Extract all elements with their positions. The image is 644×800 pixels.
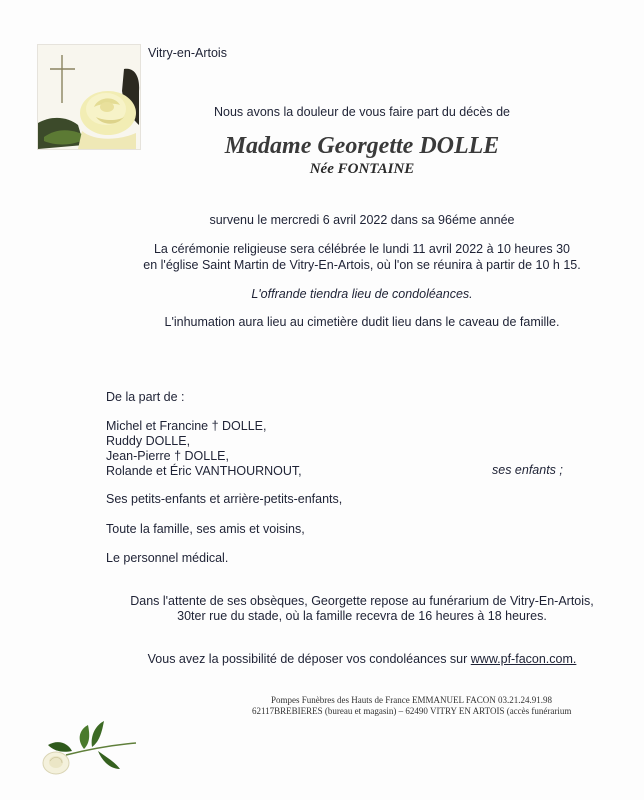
child-line: Michel et Francine † DOLLE, [106,419,267,433]
ceremony-line-1: La cérémonie religieuse sera célébrée le lundi 11 avril 2022 à 10 heures 30 [153,242,570,256]
footer-line-1: Pompes Funèbres des Hauts de France EMMANUEL FACON 03.21.24.91.98 [271,695,552,705]
footer-line-2: 62117BREBIERES (bureau et magasin) – 62490 VITRY EN ARTOIS (accès funérarium [252,706,572,716]
child-line: Rolande et Éric VANTHOURNOUT, [106,464,302,478]
maiden-name: Née FONTAINE [309,161,415,177]
intro-text: Nous avons la douleur de vous faire part du décès de [213,105,511,119]
deceased-name: Madame Georgette DOLLE [224,133,500,159]
medical-staff-line: Le personnel médical. [106,551,229,565]
burial-note: L'inhumation aura lieu au cimetière dudit lieu dans le caveau de famille. [164,315,560,329]
family-friends-line: Toute la famille, ses amis et voisins, [106,522,305,536]
condolences-link[interactable]: www.pf-facon.com. [470,652,577,666]
location-label: Vitry-en-Artois [148,46,227,60]
child-line: Jean-Pierre † DOLLE, [106,449,229,463]
condolences-line [0,652,644,666]
condolences-text: Vous avez la possibilité de déposer vos condoléances sur [147,652,471,666]
grandchildren-line: Ses petits-enfants et arrière-petits-enfants, [106,492,343,506]
funeral-home-line-1: Dans l'attente de ses obsèques, Georgette repose au funérarium de Vitry-En-Artois, [130,594,594,608]
child-line: Ruddy DOLLE, [106,434,191,448]
rose-icon [40,715,140,780]
funeral-home-line-2: 30ter rue du stade, où la famille recevra de 16 heures à 18 heures. [177,609,547,623]
death-notice: survenu le mercredi 6 avril 2022 dans sa 96éme année [209,213,515,227]
ceremony-line-2: en l'église Saint Martin de Vitry-En-Artois, où l'on se réunira à partir de 10 h 15. [143,258,581,272]
from-label: De la part de : [106,390,185,404]
offering-note: L'offrande tiendra lieu de condoléances. [251,287,473,301]
children-label: ses enfants ; [492,463,563,477]
